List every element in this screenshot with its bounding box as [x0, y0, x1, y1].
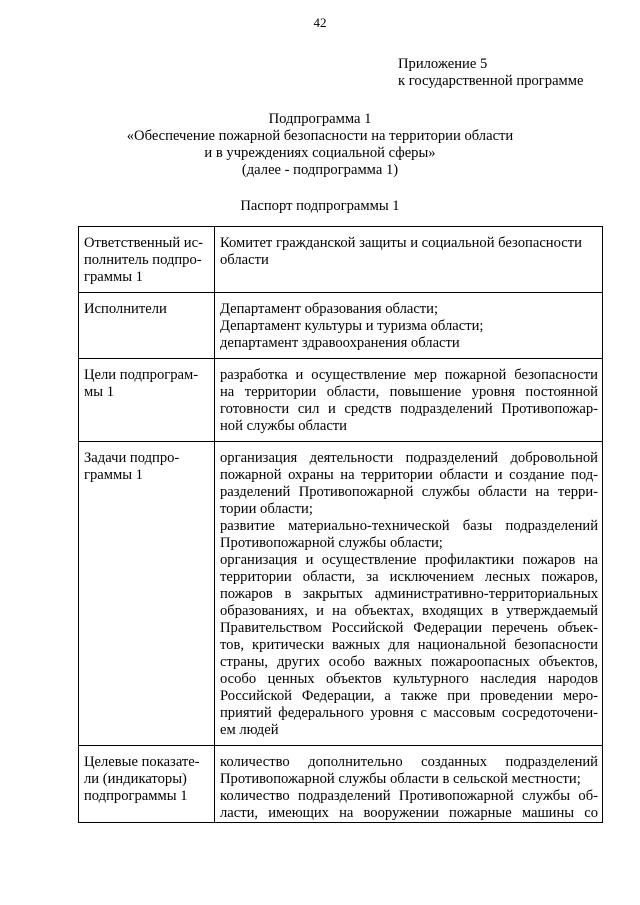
- row-value-cell: [215, 227, 603, 293]
- row-value-line: Правительством Российской Федерации перечень объек-: [220, 620, 598, 636]
- row-value-line: количество подразделений Противопожарной службы об-: [220, 788, 598, 804]
- subprogram-title: [0, 111, 640, 179]
- row-value-line: ной службы области: [220, 418, 347, 434]
- row-value-line: пожаров в закрытых административно-территориальных: [220, 586, 598, 602]
- row-value-line: Департамент образования области;: [220, 301, 439, 317]
- passport-title: Паспорт подпрограммы 1: [240, 198, 400, 214]
- row-value-cell: [215, 359, 603, 442]
- row-value-line: пожарной охраны на территории области и создание под-: [220, 467, 598, 483]
- page-number: 42: [313, 15, 327, 30]
- row-label-line: Цели подпрограм-: [84, 367, 199, 383]
- table-row-tasks: [79, 442, 603, 746]
- row-value-line: Противопожарной службы области в сельской местности;: [220, 771, 581, 787]
- row-value-line: области: [220, 252, 269, 268]
- title-line-1: Подпрограмма 1: [268, 111, 372, 127]
- row-value-cell: [215, 746, 603, 823]
- table-row-goals: [79, 359, 603, 442]
- row-label-cell: [79, 293, 215, 359]
- row-value-line: страны, других особо важных пожароопасных объектов,: [220, 654, 598, 670]
- row-label-line: полнитель подпро-: [84, 252, 202, 268]
- appendix-line-1: Приложение 5: [398, 56, 488, 72]
- row-value-line: ем людей: [220, 722, 279, 738]
- row-value-line: ласти, имеющих на вооружении пожарные машины со: [220, 805, 598, 821]
- passport-table: [78, 226, 603, 823]
- row-value-line: на территории области, повышение уровня постоянной: [220, 384, 598, 400]
- row-value-line: приятий федерального уровня с массовым сосредоточени-: [220, 705, 598, 721]
- appendix-reference: [398, 56, 638, 90]
- row-value-line: департамент здравоохранения области: [220, 335, 460, 351]
- row-value-line: Российской Федерации, а также при проведении меро-: [220, 688, 598, 704]
- row-label-cell: [79, 359, 215, 442]
- row-value-line: развитие материально-технической базы подразделений: [220, 518, 598, 534]
- row-value-cell: [215, 442, 603, 746]
- row-label-line: ли (индикаторы): [84, 771, 187, 787]
- row-value-line: организация и осуществление профилактики пожаров на: [220, 552, 598, 568]
- row-value-line: готовности сил и средств подразделений Противопожар-: [220, 401, 598, 417]
- title-line-2: «Обеспечение пожарной безопасности на территории области: [126, 128, 514, 144]
- row-value-line: территории области, за исключением лесных пожаров,: [220, 569, 598, 585]
- row-label-line: Задачи подпро-: [84, 450, 180, 466]
- row-label-line: граммы 1: [84, 269, 143, 285]
- row-value-line: тории области;: [220, 501, 313, 517]
- row-value-line: организация деятельности подразделений добровольной: [220, 450, 598, 466]
- row-value-line: особо ценных объектов культурного наследия народов: [220, 671, 598, 687]
- row-value-line: Комитет гражданской защиты и социальной безопасности: [220, 235, 582, 251]
- row-value-line: разработка и осуществление мер пожарной безопасности: [220, 367, 598, 383]
- table-row-executors: [79, 293, 603, 359]
- row-value-line: образованиях, и на объектах, входящих в утверждаемый: [220, 603, 598, 619]
- row-label-cell: [79, 442, 215, 746]
- row-value-line: Противопожарной службы области;: [220, 535, 443, 551]
- row-label-line: граммы 1: [84, 467, 143, 483]
- row-value-line: Департамент культуры и туризма области;: [220, 318, 484, 334]
- table-row-responsible-executor: [79, 227, 603, 293]
- row-value-line: разделений Противопожарной службы области на терри-: [220, 484, 598, 500]
- row-value-line: количество дополнительно созданных подразделений: [220, 754, 598, 770]
- row-value-cell: [215, 293, 603, 359]
- row-label-cell: [79, 227, 215, 293]
- table-row-target-indicators: [79, 746, 603, 823]
- row-label-line: подпрограммы 1: [84, 788, 188, 804]
- title-line-3: и в учреждениях социальной сферы»: [204, 145, 436, 161]
- row-label-cell: [79, 746, 215, 823]
- title-line-4: (далее - подпрограмма 1): [241, 162, 399, 178]
- row-label-line: Ответственный ис-: [84, 235, 203, 251]
- row-label-line: Целевые показате-: [84, 754, 200, 770]
- row-label-line: Исполнители: [84, 301, 167, 317]
- row-label-line: мы 1: [84, 384, 114, 400]
- appendix-line-2: к государственной программе: [398, 73, 584, 89]
- row-value-line: тов, критически важных для национальной безопасности: [220, 637, 598, 653]
